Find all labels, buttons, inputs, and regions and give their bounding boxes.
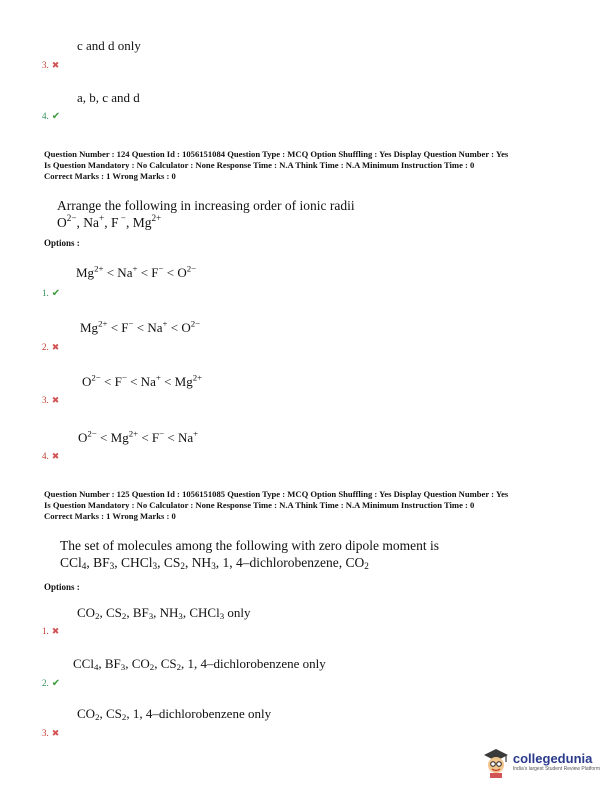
q125-option-2-text: CCl$_4$, $BF_3$, $CO_2$, $CS_2$, 1, 4–dichlorobenzene only (73, 656, 326, 672)
cross-icon: ✖ (51, 451, 60, 461)
q125-option-2 (42, 673, 60, 691)
option-number: 1. (42, 288, 49, 298)
option-number: 3. (42, 728, 49, 738)
q124-option-1-text: $Mg^{2+} < Na^+ < F^- < O^{2-}$ (76, 263, 197, 280)
q124-option-4 (42, 446, 59, 464)
q124-option-2-text: $Mg^{2+} < F^- < Na^+ < O^{2-}$ (80, 318, 201, 335)
q125-option-3-text: $CO_2$, $CS_2$, 1, 4–dichlorobenzene only (77, 706, 272, 722)
q124-marks: Correct Marks : 1 Wrong Marks : 0 (44, 171, 176, 181)
prev-option-3-text: c and d only (77, 38, 141, 53)
option-number: 4. (42, 451, 49, 461)
q124-option-3 (42, 390, 59, 408)
q125-option-1-text: $CO_2$, $CS_2$, $BF_3$, $NH_3$, CHCl$_3$ only (77, 605, 251, 621)
q124-option-2 (42, 337, 59, 355)
q125-meta-line2: Is Question Mandatory : No Calculator : None Response Time : N.A Think Time : N.A Minimum Instruction Time : 0 (44, 500, 475, 510)
q125-option-1 (42, 621, 59, 639)
q124-option-3-text: $O^{2-} < F^- < Na^+ < Mg^{2+}$ (82, 372, 203, 389)
prev-option-4 (42, 106, 60, 124)
cross-icon: ✖ (51, 342, 60, 352)
logo-tagline: India's largest Student Review Platform (512, 765, 600, 772)
option-number: 4. (42, 111, 49, 121)
option-number: 2. (42, 342, 49, 352)
q125-question (60, 537, 439, 571)
q124-question (57, 197, 355, 231)
q125-meta-line1: Question Number : 125 Question Id : 1056151085 Question Type : MCQ Option Shuffling : Yes Display Question Number : Yes (44, 489, 509, 499)
q124-ion-list: $O^{2-}$, Na+, F −, $Mg^{2+}$ (57, 213, 162, 230)
cross-icon: ✖ (51, 60, 60, 70)
prev-option-4-text: a, b, c and d (77, 90, 140, 105)
q124-meta-line1: Question Number : 124 Question Id : 1056151084 Question Type : MCQ Option Shuffling : Yes Display Question Number : Yes (44, 149, 509, 159)
option-number: 2. (42, 678, 49, 688)
q124-options-label: Options : (44, 238, 80, 248)
cross-icon: ✖ (51, 728, 60, 738)
prev-option-3 (42, 55, 59, 73)
check-icon: ✔ (51, 111, 61, 122)
logo-name: collegedunia (512, 750, 593, 766)
q125-options-label: Options : (44, 582, 80, 592)
q124-question-text: Arrange the following in increasing order of ionic radii (57, 198, 355, 213)
q124-option-4-text: $O^{2-} < Mg^{2+} < F^- < Na^+$ (78, 428, 199, 445)
check-icon: ✔ (51, 678, 61, 689)
collegedunia-logo (482, 746, 600, 778)
cross-icon: ✖ (51, 626, 60, 636)
check-icon: ✔ (51, 288, 61, 299)
q125-molecule-list: CCl$_4$, $BF_3$, CHCl$_3$, $CS_2$, $NH_3$, 1, 4–dichlorobenzene, $CO_2$ (60, 555, 369, 571)
q124-meta-line2: Is Question Mandatory : No Calculator : None Response Time : N.A Think Time : N.A Minimum Instruction Time : 0 (44, 160, 475, 170)
q124-meta (44, 149, 584, 182)
q125-question-text: The set of molecules among the following with zero dipole moment is (60, 538, 440, 553)
graduate-mascot-icon (482, 746, 510, 778)
q125-option-3 (42, 723, 59, 741)
q125-meta (44, 489, 584, 522)
q125-marks: Correct Marks : 1 Wrong Marks : 0 (44, 511, 176, 521)
option-number: 1. (42, 626, 49, 636)
cross-icon: ✖ (51, 395, 60, 405)
option-number: 3. (42, 395, 49, 405)
q124-option-1 (42, 283, 60, 301)
option-number: 3. (42, 60, 49, 70)
